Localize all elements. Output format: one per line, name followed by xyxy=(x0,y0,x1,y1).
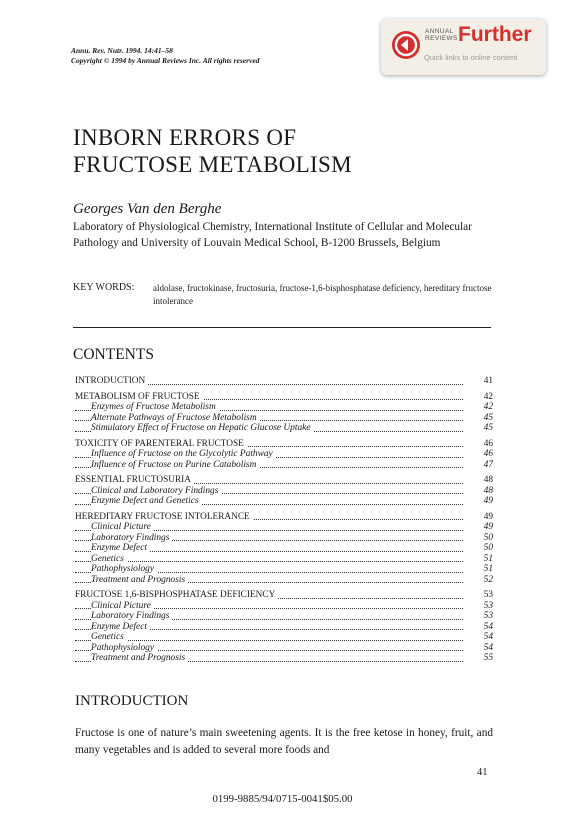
toc-entry[interactable] xyxy=(75,533,493,544)
toc-entry[interactable] xyxy=(75,475,493,486)
journal-citation xyxy=(71,46,259,66)
toc-entry-label: Enzymes of Fructose Metabolism xyxy=(91,402,219,412)
toc-entry[interactable] xyxy=(75,611,493,622)
badge-further: Further xyxy=(458,23,532,46)
toc-entry-page: 47 xyxy=(471,460,493,471)
page-number: 41 xyxy=(477,767,488,778)
toc-entry-label: Influence of Fructose on Purine Catabolism xyxy=(91,460,259,470)
toc-entry-label: INTRODUCTION xyxy=(75,376,148,386)
toc-entry[interactable] xyxy=(75,590,493,601)
toc-entry[interactable] xyxy=(75,564,493,575)
toc-entry[interactable] xyxy=(75,402,493,413)
toc-entry-label: Laboratory Findings xyxy=(91,611,172,621)
contents-heading: CONTENTS xyxy=(73,346,154,363)
toc-entry-page: 50 xyxy=(471,533,493,544)
play-arrow-icon xyxy=(392,31,420,59)
toc-entry-label: Clinical and Laboratory Findings xyxy=(91,486,221,496)
toc-entry-page: 54 xyxy=(471,632,493,643)
toc-entry-label: TOXICITY OF PARENTERAL FRUCTOSE xyxy=(75,439,247,449)
toc-entry[interactable] xyxy=(75,575,493,586)
toc-entry-page: 51 xyxy=(471,554,493,565)
toc-entry[interactable] xyxy=(75,622,493,633)
toc-entry-page: 53 xyxy=(471,590,493,601)
toc-entry-page: 54 xyxy=(471,643,493,654)
toc-entry-page: 45 xyxy=(471,413,493,424)
toc-entry-label: FRUCTOSE 1,6-BISPHOSPHATASE DEFICIENCY xyxy=(75,590,278,600)
toc-entry[interactable] xyxy=(75,392,493,403)
introduction-paragraph: Fructose is one of nature’s main sweetening agents. It is the free ketose in honey, fruit, and many vegetables and is added to several more foods and xyxy=(75,727,493,756)
toc-entry-page: 46 xyxy=(471,439,493,450)
toc-entry[interactable] xyxy=(75,423,493,434)
toc-entry-label: Influence of Fructose on the Glycolytic Pathway xyxy=(91,449,276,459)
badge-publisher xyxy=(425,28,458,42)
toc-entry-label: Clinical Picture xyxy=(91,601,154,611)
keywords-list: aldolase, fructokinase, fructosuria, fructose-1,6-bisphosphatase deficiency, hereditary fructose intolerance xyxy=(153,283,492,306)
toc-entry-label: HEREDITARY FRUCTOSE INTOLERANCE xyxy=(75,512,253,522)
toc-entry[interactable] xyxy=(75,460,493,471)
toc-entry-page: 49 xyxy=(471,512,493,523)
toc-entry-page: 42 xyxy=(471,392,493,403)
toc-entry-label: Alternate Pathways of Fructose Metabolism xyxy=(91,413,260,423)
toc-entry-page: 46 xyxy=(471,449,493,460)
keywords-label: KEY WORDS: xyxy=(73,282,135,293)
article-code: 0199-9885/94/0715-0041$05.00 xyxy=(212,793,353,805)
toc-entry-label: Enzyme Defect xyxy=(91,622,150,632)
horizontal-divider xyxy=(73,327,491,328)
toc-entry[interactable] xyxy=(75,376,493,387)
badge-annual: ANNUAL xyxy=(425,28,454,35)
toc-entry-page: 55 xyxy=(471,653,493,664)
toc-entry[interactable] xyxy=(75,449,493,460)
toc-entry[interactable] xyxy=(75,643,493,654)
toc-entry[interactable] xyxy=(75,512,493,523)
toc-entry[interactable] xyxy=(75,439,493,450)
toc-entry[interactable] xyxy=(75,413,493,424)
badge-reviews: REVIEWS xyxy=(425,35,458,42)
section-heading-introduction: INTRODUCTION xyxy=(75,693,189,709)
toc-leader-dots xyxy=(75,561,463,562)
toc-entry[interactable] xyxy=(75,496,493,507)
author-name: Georges Van den Berghe xyxy=(73,201,222,217)
toc-entry[interactable] xyxy=(75,554,493,565)
toc-entry-page: 41 xyxy=(471,376,493,387)
toc-entry-page: 52 xyxy=(471,575,493,586)
toc-entry[interactable] xyxy=(75,653,493,664)
table-of-contents xyxy=(75,376,493,664)
article-title xyxy=(73,124,352,178)
title-line-1: INBORN ERRORS OF xyxy=(73,125,297,150)
badge-tagline: Quick links to online content xyxy=(424,53,518,62)
toc-entry-label: Pathophysiology xyxy=(91,643,157,653)
toc-entry-label: METABOLISM OF FRUCTOSE xyxy=(75,392,203,402)
title-line-2: FRUCTOSE METABOLISM xyxy=(73,152,352,177)
toc-entry-label: Enzyme Defect and Genetics xyxy=(91,496,202,506)
toc-entry-page: 45 xyxy=(471,423,493,434)
toc-entry[interactable] xyxy=(75,522,493,533)
toc-entry-page: 49 xyxy=(471,496,493,507)
toc-entry-label: Genetics xyxy=(91,554,127,564)
author-affiliation: Laboratory of Physiological Chemistry, International Institute of Cellular and Molecular Pathology and University of Louvain Medical School, B-1200 Brussels, Belgium xyxy=(73,221,472,249)
toc-entry-label: Stimulatory Effect of Fructose on Hepatic Glucose Uptake xyxy=(91,423,313,433)
copyright-line: Copyright © 1994 by Annual Reviews Inc. All rights reserved xyxy=(71,56,260,65)
toc-entry-page: 48 xyxy=(471,475,493,486)
toc-entry-label: Pathophysiology xyxy=(91,564,157,574)
toc-entry-page: 48 xyxy=(471,486,493,497)
toc-entry[interactable] xyxy=(75,543,493,554)
toc-entry-page: 50 xyxy=(471,543,493,554)
toc-entry-label: Clinical Picture xyxy=(91,522,154,532)
toc-entry-label: Genetics xyxy=(91,632,127,642)
toc-entry[interactable] xyxy=(75,486,493,497)
toc-entry-label: ESSENTIAL FRUCTOSURIA xyxy=(75,475,194,485)
toc-entry-page: 53 xyxy=(471,611,493,622)
toc-entry-label: Enzyme Defect xyxy=(91,543,150,553)
journal-reference: Annu. Rev. Nutr. 1994. 14:41–58 xyxy=(71,46,173,55)
toc-entry-label: Laboratory Findings xyxy=(91,533,172,543)
toc-entry-page: 51 xyxy=(471,564,493,575)
toc-entry-label: Treatment and Prognosis xyxy=(91,653,188,663)
toc-entry-page: 54 xyxy=(471,622,493,633)
toc-entry-page: 42 xyxy=(471,402,493,413)
toc-entry-label: Treatment and Prognosis xyxy=(91,575,188,585)
further-badge[interactable] xyxy=(381,19,546,75)
toc-leader-dots xyxy=(75,640,463,641)
toc-entry[interactable] xyxy=(75,632,493,643)
toc-entry[interactable] xyxy=(75,601,493,612)
toc-entry-page: 53 xyxy=(471,601,493,612)
toc-entry-page: 49 xyxy=(471,522,493,533)
